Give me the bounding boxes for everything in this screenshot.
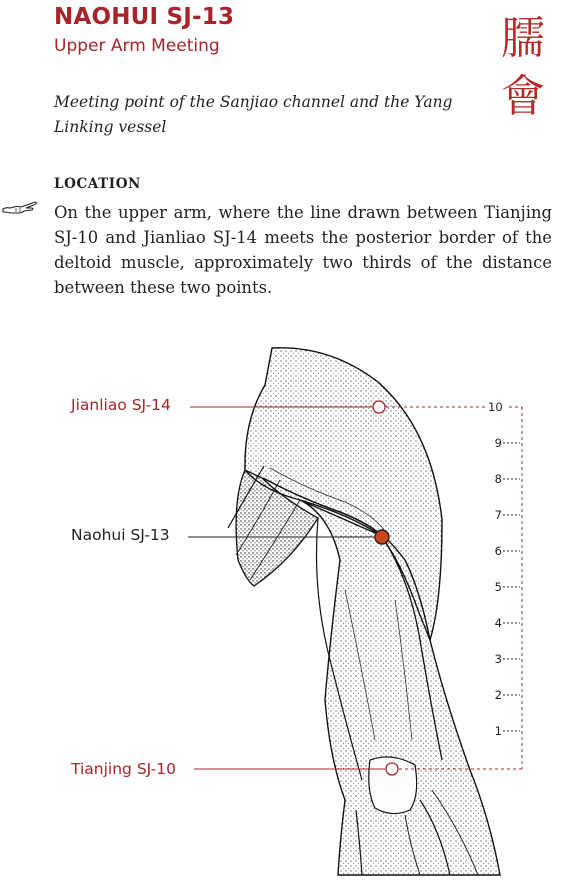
arm-figure [0,330,578,887]
point-description: Meeting point of the Sanjiao channel and the Yang Linking vessel [54,93,453,136]
naohui-point [375,530,389,544]
chinese-characters [492,10,554,126]
location-text: On the upper arm, where the line drawn between Tianjing SJ-10 and Jianliao SJ-14 meets the posterior border of the deltoid muscle, approximately two thirds of the distance between these two points. [54,203,552,297]
scale-number: 10 [488,400,503,414]
scale-number: 4 [494,616,502,630]
scale-number: 8 [494,472,502,486]
scale-number: 9 [494,436,502,450]
location-heading: LOCATION [54,176,141,192]
scale-number: 5 [494,580,502,594]
naohui-label: Naohui SJ-13 [71,526,170,544]
jianliao-label: Jianliao SJ-14 [71,396,171,414]
scale-ticks [503,443,520,731]
page-title: NAOHUI SJ-13 [54,4,235,30]
jianliao-point [373,401,385,413]
scale-number: 6 [494,544,502,558]
pointing-hand-icon [2,196,38,218]
page-subtitle: Upper Arm Meeting [54,36,220,56]
scale-number: 2 [494,688,502,702]
scale-number: 1 [494,724,502,738]
chinese-char: 會 [501,71,545,122]
tianjing-point [386,763,398,775]
chinese-char: 臑 [501,13,545,64]
tianjing-label: Tianjing SJ-10 [71,760,176,778]
scale-number: 3 [494,652,502,666]
scale-number: 7 [494,508,502,522]
